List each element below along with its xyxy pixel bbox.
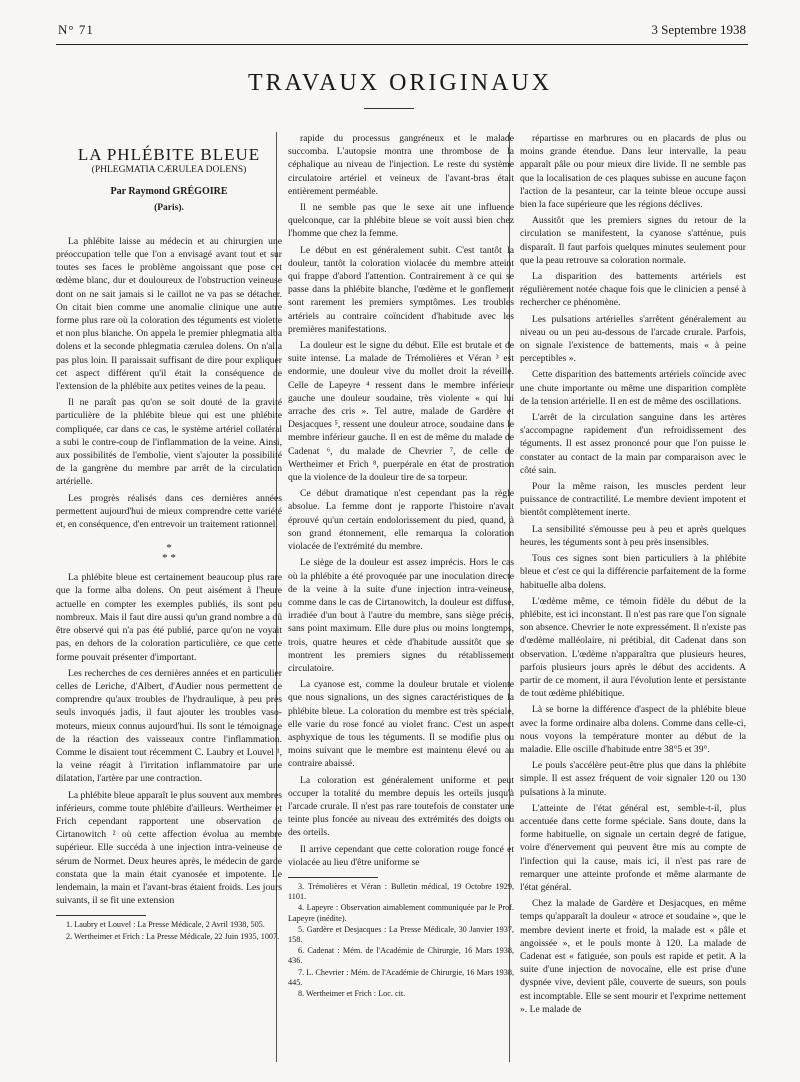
footnote: 8. Wertheimer et Frich : Loc. cit. <box>298 989 406 998</box>
paragraph: Le pouls s'accélère peut-être plus que dans la phlébite simple. Il est assez fréquent de voir signaler 120 ou 130 pulsations à la minute. <box>520 760 746 798</box>
footnote: 4. Lapeyre : Observation aimablement communiquée par le Prof. Lapeyre (inédite). <box>288 903 514 923</box>
column-3 <box>520 132 746 1019</box>
paragraph: Le début en est généralement subit. C'est tantôt la douleur, tantôt la coloration violacée du membre atteint qui frappe d'abord l'attention. Contrairement à ce qui se passe dans la phlébite blanche, l'œdème et le gonflement sont rarement les premiers symptômes. Les troubles artériels au contraire coïncident d'habitude avec les premières manifestations. <box>288 244 514 335</box>
paragraph: La cyanose est, comme la douleur brutale et violente que nous signalions, un des signes caractéristiques de la phlébite bleue. La coloration du membre est très spéciale, elle varie du rose foncé au violet franc. C'est un aspect asphyxique de tous les téguments. Il se modifie plus ou moins suivant que le membre est maintenu élevé ou au contraire abaissé. <box>288 679 514 770</box>
paragraph: Les progrès réalisés dans ces dernières années permettent aujourd'hui de mieux comprendre cette variété et, en conséquence, d'en entrevoir un traitement rationnel. <box>56 492 282 531</box>
footnote: 6. Cadenat : Mém. de l'Académie de Chirurgie, 16 Mars 1938, 436. <box>288 946 514 966</box>
column-1 <box>56 145 282 943</box>
column-2-footnotes <box>288 882 514 999</box>
paragraph: Là se borne la différence d'aspect de la phlébite bleue avec la forme ordinaire alba dolens. Comme dans celle-ci, nous voyons la température monter au début de la maladie. Elle oscille d'habitude entre 38°5 et 39°. <box>520 704 746 755</box>
header-rule <box>56 44 748 45</box>
paragraph: L'œdème même, ce témoin fidèle du début de la phlébite, est ici inconstant. Il n'est pas rare que l'on signale son absence. Chevrier le note expressément. Il n'existe pas d'œdème malléolaire, ni prétibial, dit Cadenat dans son observation. L'œdème n'apparaîtra que plusieurs heures, parfois plusieurs jours après le début des accidents. A partir de ce moment, il aura l'évolution lente et persistante de tout œdème phlébitique. <box>520 595 746 700</box>
paragraph: Les recherches de ces dernières années et en particulier celles de Leriche, d'Albert, d'Audier nous permettent de comprendre qu'aux troubles de l'hydraulique, à peu près seuls invoqués jadis, il faut ajouter les troubles vaso-moteurs, mieux connus aujourd'hui. Ils sont le témoignage de la réaction des vaisseaux contre l'inflammation. Comme le disaient tout récemment C. Laubry et Louvel ¹, la veine réagit à l'irritation inflammatoire par une dilatation, l'artère par une contraction. <box>56 667 282 785</box>
footnote: 5. Gardère et Desjacques : La Presse Médicale, 30 Janvier 1937, 158. <box>288 924 514 944</box>
paragraph: La phlébite bleue apparaît le plus souvent aux membres inférieurs, comme toute phlébite d'ailleurs. Wertheimer et Frich cependant rapportent une observation de Cirtanowitch ² où cette affection évolua au membre supérieur. Elle succéda à une injection intra-veineuse de sérum de Normet. Deux heures après, le médecin de garde constata que la main était cyanosée et impotente. Le lendemain, la main et l'avant-bras étaient froids. Les jours suivants, il se fit une extension <box>56 789 282 907</box>
column-2-body <box>288 132 514 869</box>
footnote: 7. L. Chevrier : Mém. de l'Académie de Chirurgie, 16 Mars 1938, 445. <box>288 967 514 987</box>
paragraph: Les pulsations artérielles s'arrêtent généralement au niveau ou un peu au-dessous de l'arcade crurale. Parfois, on signale l'existence de battements, mais « à peine perceptibles ». <box>520 313 746 365</box>
footnote: 1. Laubry et Louvel : La Presse Médicale, 2 Avril 1938, 505. <box>66 920 265 930</box>
article-subtitle: (PHLEGMATIA CÆRULEA DOLENS) <box>91 165 247 176</box>
paragraph: La phlébite laisse au médecin et au chirurgien une préoccupation telle que l'on a envisagé avant tout et sur toutes ses faces le problème angoissant que pose cet œdème blanc, dur et douloureux de l'obstruction veineuse dont on ne sait jamais si le caillot ne va pas se détacher. On citait bien comme une anomalie clinique une autre forme plus rare où la coloration des téguments est violette et non plus blanche. On appela le premier phlegmatia alba dolens et la seconde phlegmatia cærulea dolens. On n'alla pas plus loin. Il paraissait suffisant de dire pour expliquer cet aspect différent qu'il était la conséquence de l'extension de la phlébite aux petites veines de la peau. <box>56 235 282 393</box>
footnote: 3. Trémolières et Véran : Bulletin médical, 19 Octobre 1929, 1101. <box>288 881 514 902</box>
paragraph: Il ne semble pas que le sexe ait une influence quelconque, car la phlébite bleue se voit aussi bien chez l'homme que chez la femme. <box>288 202 514 240</box>
footnote: 2. Wertheimer et Frich : La Presse Médicale, 22 Juin 1935, 1007. <box>66 931 280 941</box>
article-city: (Paris). <box>154 202 184 213</box>
paragraph: Ce début dramatique n'est cependant pas la règle absolue. La femme dont je rapporte l'histoire n'avait éprouvé qu'un certain endolorissement du pied, quand, à son grand étonnement, elle remarqua la coloration violacée de l'extrémité du membre. <box>288 488 514 553</box>
footnote-rule <box>288 877 378 878</box>
column-1-body-continued <box>56 571 282 907</box>
column-1-footnotes <box>56 920 282 941</box>
paragraph: Le siège de la douleur est assez imprécis. Hors le cas où la phlébite a été provoquée par une inoculation directe de la veine à la suite d'une injection intra-veineuse, comme dans le cas de Cirtanowitch, la douleur est diffuse, irradiée d'un bout à l'autre du membre, sans siège précis, sans point maximum. Elle dure plus ou moins longtemps, trois, quatre heures et cède d'habitude aussitôt que se montrent les premiers signes du rétablissement circulatoire. <box>288 557 514 674</box>
paragraph: Chez la malade de Gardère et Desjacques, en même temps qu'apparaît la douleur « atroce et soudaine », que le membre devient inerte et froid, la malade est « pâle et angoissée », et le pouls monte à 120. La malade de Cadenat est « fatiguée, son pouls est rapide et petit. A la suite d'une injection de novocaïne, elle est prise d'une dyspnée vive, devient pâle, couverte de sueurs, son pouls est incomptable. Elle se sent mourir et l'exprime nettement ». Le malade de <box>520 898 746 1015</box>
section-rule <box>364 108 414 109</box>
paragraph: Tous ces signes sont bien particuliers à la phlébite bleue et c'est ce qui la différencie parfaitement de la forme habituelle alba dolens. <box>520 553 746 591</box>
paragraph: L'atteinte de l'état général est, semble-t-il, plus accentuée dans cette forme spéciale. Sans doute, dans la forme habituelle, on signale un certain degré de fatigue, voire d'énervement qui peuvent être mis au compte de l'infection qui la cause, mais ici, il n'est pas rare de remarquer une atteinte profonde et même alarmante de l'état général. <box>520 802 746 893</box>
column-3-body <box>520 132 746 1016</box>
issue-number: N° 71 <box>58 22 94 37</box>
paragraph: La phlébite bleue est certainement beaucoup plus rare que la forme alba dolens. On peut aisément à l'heure actuelle en compter les exemples publiés, ils sont peu nombreux. Mais il faut dire aussi qu'un grand nombre a dû être observé qui n'a pas été publié, parce qu'on ne voyait pas, en dehors de la coloration particulière, ce que cette forme pouvait présenter d'important. <box>56 572 282 663</box>
paragraph: L'arrêt de la circulation sanguine dans les artères s'accompagne rapidement d'un refroidissement des téguments. Il est assez prononcé pour que l'on puisse le constater au contact de la main par comparaison avec le côté sain. <box>520 412 746 476</box>
paragraph: La douleur est le signe du début. Elle est brutale et de suite intense. La malade de Trémolières et Véran ³ est endormie, une douleur vive du mollet droit la réveille. Celle de Lapeyre ⁴ ressent dans le membre inférieur gauche une douleur soudaine, très violente « qui lui arrache des cris ». Tel autre, malade de Gardère et Desjacques ⁵, ressent une douleur atroce, soudaine dans le membre inférieur gauche. Il en est de même du malade de Cadenat ⁶, du malade de Chevrier ⁷, de celle de Wertheimer et Frich ⁸, puerpérale en état de prostration que la violence de la douleur tire de sa torpeur. <box>288 340 514 484</box>
paragraph: Pour la même raison, les muscles perdent leur puissance de contractilité. Le membre devient impotent et bientôt complètement inerte. <box>520 481 746 519</box>
paragraph: Il arrive cependant que cette coloration rouge foncé et violacée au lieu d'être uniforme se <box>288 843 514 868</box>
column-2 <box>288 132 514 1000</box>
page-header <box>58 22 746 42</box>
footnote-rule <box>56 915 146 916</box>
section-break-stars: * * * <box>162 542 176 565</box>
article-title: LA PHLÉBITE BLEUE <box>77 145 261 164</box>
column-1-body <box>56 235 282 531</box>
paragraph: Cette disparition des battements artériels coïncide avec une chute importante ou même une disparition complète de la tension artérielle. Il en est de même des oscillations. <box>520 369 746 407</box>
paragraph: rapide du processus gangréneux et le malade succomba. L'autopsie montra une thrombose de la céphalique au niveau de l'injection. Le reste du système circulatoire artériel et veineux de l'avant-bras était entièrement perméable. <box>288 133 514 197</box>
paragraph: répartisse en marbrures ou en placards de plus ou moins grande étendue. Dans leur intervalle, la peau apparaît pâle ou pour mieux dire livide. Il ne semble pas que la localisation de ces plaques subisse en aucune façon l'action de la pesanteur, car la teinte bleue occupe aussi bien la face supérieure que les régions déclives. <box>520 133 746 211</box>
paragraph: Aussitôt que les premiers signes du retour de la circulation se manifestent, la cyanose s'atténue, puis disparaît. Il faut parfois quelques minutes seulement pour que la peau retrouve sa coloration normale. <box>520 215 746 266</box>
paragraph: La sensibilité s'émousse peu à peu et après quelques heures, les téguments sont à peu près insensibles. <box>520 523 746 548</box>
paragraph: La disparition des battements artériels est régulièrement notée chaque fois que le clinicien a pensé à rechercher ce phénomène. <box>520 271 746 309</box>
article-author: Par Raymond GRÉGOIRE <box>110 186 228 198</box>
paragraph: Il ne paraît pas qu'on se soit douté de la gravité particulière de la phlébite bleue qui est une phlébite compliquée, car dans ce cas, le système artériel collatéral a subi le contre-coup de l'inflammation de la veine. Ainsi, aux possibilités de l'embolie, vient s'ajouter la possibilité de la gangrène du membre par arrêt de la circulation artérielle. <box>56 397 282 488</box>
issue-date: 3 Septembre 1938 <box>651 22 746 37</box>
section-title: TRAVAUX ORIGINAUX <box>247 70 553 96</box>
paragraph: La coloration est généralement uniforme et peut occuper la totalité du membre depuis les orteils jusqu'à l'arcade crurale. Il n'est pas rare toutefois de constater une teinte plus foncée au niveau des extrémités des doigts ou des orteils. <box>288 774 514 839</box>
